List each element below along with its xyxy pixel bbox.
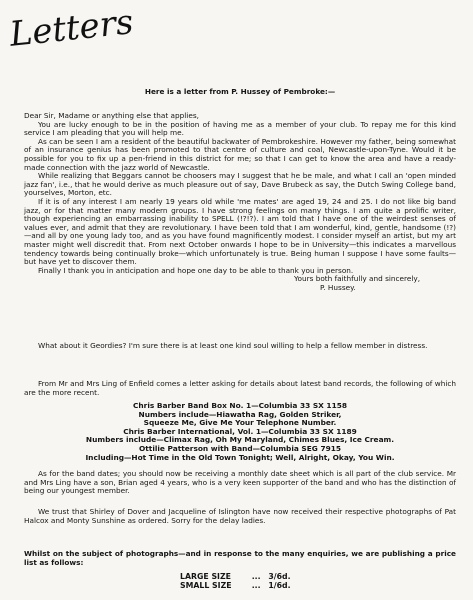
letter-body [24,112,456,292]
record-list [24,402,456,462]
price-list-intro [24,550,456,567]
price-label: LARGE SIZE [180,572,231,581]
price-row-small [24,581,456,590]
record-line: Ottilie Patterson with Band—Columbia SEG 7915 [138,443,342,453]
letters-logo [7,2,136,56]
record-line: Chris Barber Band Box No. 1—Columbia 33 SX 1158 [133,401,347,410]
record-line: Chris Barber International, Vol. 1—Columbia 33 SX 1189 [123,426,357,436]
letter-paragraph: As can be seen I am a resident of the beautiful backwater of Pembrokeshire. However my father, being somewhat of an insurance genius has been promoted to that centre of culture and coal, Newcastle-upon-Tyne. Would it be possible for you to fix up a pen-friend in this district for me; so that I can get to know the area and have a ready-made connection with the jazz world of Newcastle. [24,136,456,172]
letter-salutation: Dear Sir, Madame or anything else that applies, [24,111,199,120]
logo-text: Letters [7,2,136,55]
shirley-text: We trust that Shirley of Dover and Jacqueline of Islington have now received their respective photographs of Pat Halcox and Monty Sunshine as ordered. Sorry for the delay ladies. [24,507,456,525]
letter-signature: P. Hussey. [320,282,356,292]
price-row-large [24,572,456,581]
letter-paragraph: You are lucky enough to be in the position of having me as a member of your club. To repay me for this kind service I am pleading that you will help me. [24,119,456,138]
photographs-note [24,508,456,525]
band-dates-text: As for the band dates; you should now be receiving a monthly date sheet which is all part of the club service. Mr and Mrs Ling have a son, Brian aged 4 years, who is a very keen supporter of the band and who has the distinction of being our youngest member. [24,469,456,496]
record-line: Squeeze Me, Give Me Your Telephone Number. [143,418,337,428]
band-dates-note [24,470,456,496]
record-line: Numbers include—Hiawatha Rag, Golden Striker, [138,409,342,419]
price-label: SMALL SIZE [180,581,232,590]
record-line: Numbers include—Climax Rag, Oh My Maryland, Chimes Blues, Ice Cream. [85,435,395,445]
record-line: Including—Hot Time in the Old Town Tonight; Well, Alright, Okay, You Win. [85,452,395,462]
price-dots: ... [251,581,261,590]
letter-paragraph: If it is of any interest I am nearly 19 years old while 'me mates' are aged 19, 24 and 25. I do not like big band jazz, or for that matter many modern groups. I have strong feelings on many things. I am quite a prolific writer, though experiencing an embarrassing inability to SPELL (!?!?). I am told that I have one of the weirdest senses of values ever, and admit that they are revolutionary. I have been told that I am wonderful, kind, gentle, handsome (!?)—and all by one young lady too, and as you have found magnificently modest. I consider myself an artist, but my art master might well discredit that. From next October onwards I hope to be in University—this indicates a marvellous tendency towards being continually broke—which unfortunately is true. Being human I suppose I have some faults—but have yet to discover them. [24,196,456,267]
price-value: 3/6d. [268,572,291,581]
letter-paragraph: While realizing that Beggars cannot be choosers may I suggest that he be male, and what I call an 'open minded jazz fan', i.e., that he would derive as much pleasure out of say, Dave Brubeck as say, the Dutch Swing College band, yourselves, Morton, etc. [24,171,456,198]
letter-paragraph: Finally I thank you in anticipation and hope one day to be able to thank you in person. [38,265,354,275]
intro-line [24,88,456,97]
ling-intro-text: From Mr and Mrs Ling of Enfield comes a letter asking for details about latest band records, the following of which are the more recent. [24,379,456,397]
intro-text: Here is a letter from P. Hussey of Pembroke:— [144,87,336,96]
price-dots: ... [251,572,261,581]
price-list [24,572,456,590]
geordies-text: What about it Geordies? I'm sure there is at least one kind soul willing to help a fellow member in distress. [38,341,428,350]
price-intro-text: Whilst on the subject of photographs—and in response to the many enquiries, we are publishing a price list as follows: [24,549,456,567]
geordies-note [24,342,456,351]
letter-closing: Yours both faithfully and sincerely, [294,274,421,284]
ling-intro [24,380,456,397]
price-value: 1/6d. [268,581,291,590]
